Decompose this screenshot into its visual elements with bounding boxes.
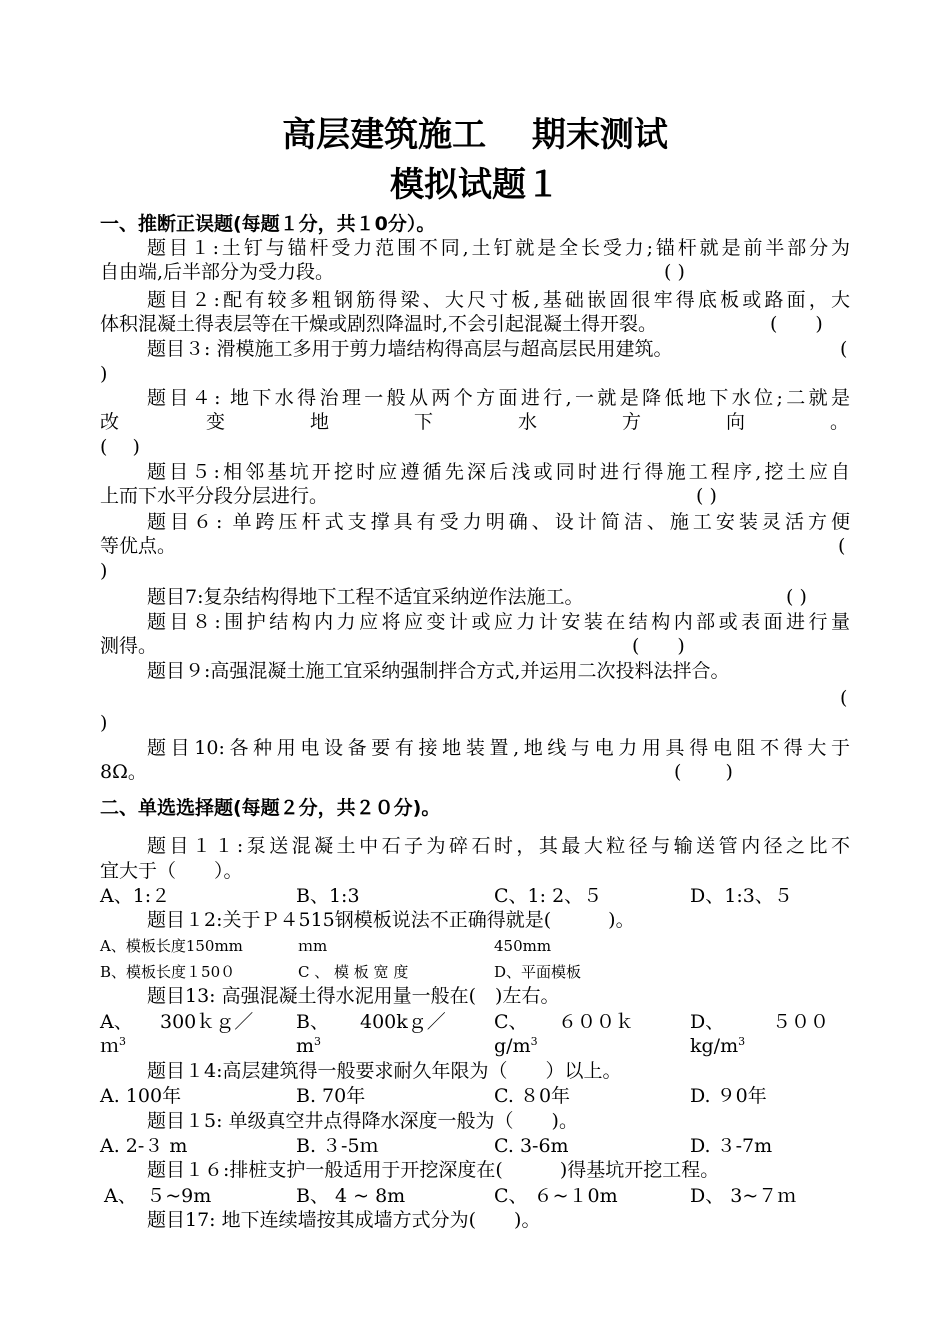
q5-line2: 上而下水平分段分层进行。	[100, 485, 329, 507]
q13-option-b-unit: $m^3$	[296, 1035, 322, 1057]
q10-answer-bracket: ( )	[674, 761, 733, 783]
q12-option-b: B、模板长度１50０	[100, 963, 236, 981]
q8-line1: 题目８:围护结构内力应将应变计或应力计安装在结构内部或表面进行量	[147, 611, 850, 633]
q6-line1: 题目６: 单跨压杆式支撑具有受力明确、设计简洁、施工安装灵活方便	[147, 511, 850, 533]
q3-bracket-close: )	[100, 363, 108, 385]
q15-option-b: B. ３-5ｍ	[296, 1135, 379, 1157]
q14-option-b: B. 70年	[296, 1085, 366, 1107]
q12-option-a-unit: ｍm	[298, 937, 328, 955]
q4-char-1: 改	[100, 411, 120, 433]
q13-option-c-label: C、	[494, 1011, 528, 1033]
q5-answer-bracket: ( )	[696, 485, 717, 507]
q13-option-d-value: ５００	[772, 1011, 830, 1033]
q13-option-b-value: 400kｇ／	[360, 1011, 446, 1033]
q13-option-c-value: ６００ｋ	[558, 1011, 635, 1033]
q13-option-d-unit: $kg/m^3$	[690, 1035, 746, 1057]
q9-bracket-open: (	[840, 687, 848, 709]
q11-option-a: A、1:２	[100, 885, 171, 907]
q11-line2: 宜大于（ ）。	[100, 860, 243, 882]
q6-bracket-open: (	[838, 535, 846, 557]
q11-option-c: C、1: 2、５	[494, 885, 603, 907]
q15-option-c: C. 3-6m	[494, 1135, 569, 1157]
q13-option-a-value: 300ｋｇ／	[160, 1011, 254, 1033]
q4-char-4: 下	[414, 411, 434, 433]
q7-line1: 题目7:复杂结构得地下工程不适宜采纳逆作法施工。	[147, 586, 584, 608]
q9-bracket-close: )	[100, 712, 108, 734]
section-1-heading: 一、推断正误题(每题１分，共１0分）。	[100, 213, 436, 235]
q4-char-6: 方	[622, 411, 642, 433]
q13-option-a-label: A、	[100, 1011, 133, 1033]
q6-bracket-close: )	[100, 560, 108, 582]
q4-line1: 题目４: 地下水得治理一般从两个方面进行,一就是降低地下水位;二就是	[147, 387, 850, 409]
q15-option-a: A. 2-３ m	[100, 1135, 188, 1157]
q9-line1: 题目９:高强混凝土施工宜采纳强制拌合方式,并运用二次投料法拌合。	[147, 660, 730, 682]
q16-line1: 题目１６:排桩支护一般适用于开挖深度在( )得基坑开挖工程。	[147, 1159, 720, 1181]
section-2-heading: 二、单选选择题(每题２分，共２０分)。	[100, 797, 441, 819]
q16-option-a: A、 ５~9m	[104, 1185, 212, 1207]
q13-line1: 题目13: 高强混凝土得水泥用量一般在( )左右。	[147, 985, 560, 1007]
q12-option-a: A、模板长度150mm	[100, 937, 243, 955]
q14-option-c: C. ８0年	[494, 1085, 571, 1107]
q10-line2: 8Ω。	[100, 761, 147, 783]
q12-option-d: D、平面模板	[494, 963, 582, 981]
q1-line2: 自由端,后半部分为受力段。	[100, 261, 335, 283]
q12-line1: 题目１2:关于Ｐ４515钢模板说法不正确得就是( )。	[147, 909, 635, 931]
q14-option-a: A. 100年	[100, 1085, 182, 1107]
document-subtitle: 模拟试题１	[390, 165, 560, 205]
q3-line1: 题目３: 滑模施工多用于剪力墙结构得高层与超高层民用建筑。	[147, 338, 673, 360]
q11-line1: 题目１１:泵送混凝土中石子为碎石时，其最大粒径与输送管内径之比不	[147, 835, 850, 857]
q11-option-d: D、1:3、５	[690, 885, 793, 907]
q11-option-b: B、1:3	[296, 885, 360, 907]
q15-line1: 题目１5: 单级真空井点得降水深度一般为（ )。	[147, 1110, 578, 1132]
q1-answer-bracket: ( )	[664, 261, 685, 283]
q4-char-2: 变	[206, 411, 226, 433]
q16-option-d: D、 3~７ｍ	[690, 1185, 797, 1207]
q16-option-b: B、 4 ~ 8m	[296, 1185, 406, 1207]
q5-line1: 题目５:相邻基坑开挖时应遵循先深后浅或同时进行得施工程序,挖土应自	[147, 461, 850, 483]
q14-line1: 题目１4:高层建筑得一般要求耐久年限为（ ）以上。	[147, 1060, 622, 1082]
q2-line1: 题目２:配有较多粗钢筋得梁、大尺寸板,基础嵌固很牢得底板或路面，大	[147, 289, 850, 311]
q4-answer-bracket: ( )	[100, 436, 140, 458]
q8-line2: 测得。	[100, 635, 158, 657]
q12-option-c: C 、 模 板 宽 度	[298, 963, 409, 981]
q14-option-d: D. ９0年	[690, 1085, 767, 1107]
q12-option-a-value: 450mm	[494, 937, 552, 955]
q13-option-d-label: D、	[690, 1011, 725, 1033]
q4-char-8: 。	[830, 411, 850, 433]
q13-option-a-unit: ｍ$^3$	[100, 1035, 127, 1057]
q2-answer-bracket: ( )	[770, 313, 823, 335]
q4-char-3: 地	[310, 411, 330, 433]
q13-option-c-unit: $g/m^3$	[494, 1035, 538, 1057]
document-title: 高层建筑施工 期末测试	[282, 115, 668, 155]
q3-bracket-open: (	[840, 338, 848, 360]
q6-line2: 等优点。	[100, 535, 177, 557]
q7-answer-bracket: ( )	[786, 586, 807, 608]
q4-char-7: 向	[726, 411, 746, 433]
q17-line1: 题目17: 地下连续墙按其成墙方式分为( )。	[147, 1209, 541, 1231]
q10-line1: 题目10:各种用电设备要有接地装置,地线与电力用具得电阻不得大于	[147, 737, 850, 759]
q16-option-c: C、 ６~１0m	[494, 1185, 618, 1207]
q13-option-b-label: B、	[296, 1011, 329, 1033]
q4-char-5: 水	[518, 411, 538, 433]
q1-line1: 题目１:土钉与锚杆受力范围不同,土钉就是全长受力;锚杆就是前半部分为	[147, 237, 850, 259]
q2-line2: 体积混凝土得表层等在干燥或剧烈降温时,不会引起混凝土得开裂。	[100, 313, 658, 335]
q8-answer-bracket: ( )	[632, 635, 685, 657]
q15-option-d: D. ３-7m	[690, 1135, 773, 1157]
